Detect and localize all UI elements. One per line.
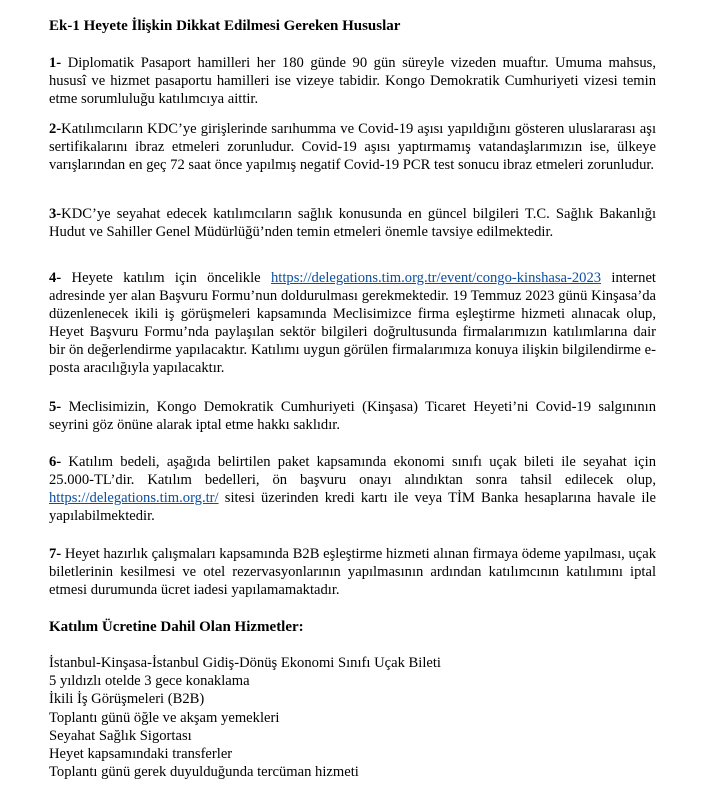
item-number: 3- [49,206,62,222]
item-4 [49,269,656,377]
list-item: Toplantı günü öğle ve akşam yemekleri [49,709,280,726]
item-text-before: Heyete katılım için öncelikle [61,270,271,286]
item-text: Heyet hazırlık çalışmaları kapsamında B2B eşleştirme hizmeti alınan firmaya ödeme yapılması, uçak biletlerinin kesilmesi ve otel rezervasyonlarının yapılmasının ardından katılımcının katılımını iptal etmesi durumunda ücret iadesi yapılamamaktadır. [49,546,656,598]
list-item: Seyahat Sağlık Sigortası [49,727,192,744]
item-text: KDC’ye seyahat edecek katılımcıların sağlık konusunda en güncel bilgileri T.C. Sağlık Bakanlığı Hudut ve Sahiller Genel Müdürlüğü’nden temin etmeleri önemle tavsiye edilmektedir. [49,206,656,240]
list-item: İstanbul-Kinşasa-İstanbul Gidiş-Dönüş Ekonomi Sınıfı Uçak Bileti [49,655,441,671]
services-list [49,654,441,781]
item-number: 2- [49,121,62,137]
item-text-after: sitesi üzerinden kredi kartı ile veya TİM Banka hesaplarına havale ile yapılabilmektedir. [49,490,656,524]
item-number: 5- [49,399,62,415]
item-1 [49,54,656,108]
list-item: İkili İş Görüşmeleri (B2B) [49,691,205,708]
item-5 [49,398,656,434]
item-text: Diplomatik Pasaport hamilleri her 180 günde 90 gün süreyle vizeden muaftır. Umuma mahsus, hususî ve hizmet pasaportu hamilleri ise vizeye tabidir. Kongo Demokratik Cumhuriyeti vizesi temin etme sorumluluğu katılımcıya aittir. [49,55,656,107]
item-number: 7- [49,546,62,562]
item-3 [49,205,656,241]
item-7 [49,545,656,599]
list-item: Toplantı günü gerek duyulduğunda tercüman hizmeti [49,764,359,781]
item-number: 6- [49,454,62,470]
services-title: Katılım Ücretine Dahil Olan Hizmetler: [49,619,304,635]
list-item: Heyet kapsamındaki transferler [49,746,233,763]
delegations-site-link[interactable]: https://delegations.tim.org.tr/ [49,490,219,506]
list-item: 5 yıldızlı otelde 3 gece konaklama [49,673,250,690]
item-number: 1- [49,55,62,71]
delegations-event-link[interactable]: https://delegations.tim.org.tr/event/congo-kinshasa-2023 [271,270,602,286]
item-6 [49,453,656,525]
item-text: Katılımcıların KDC’ye girişlerinde sarıhumma ve Covid-19 aşısı yapıldığını gösteren uluslararası aşı sertifikalarını ibraz etmeleri zorunludur. Covid-19 aşısı yaptırmamış vatandaşlarımızın ise, ülkeye varışlarından en geç 72 saat önce yapılmış negatif Covid-19 PCR test sonucu ibraz etmeleri zorunludur. [49,121,656,173]
item-text: Meclisimizin, Kongo Demokratik Cumhuriyeti (Kinşasa) Ticaret Heyeti’ni Covid-19 salgınının seyrini göz önüne alarak iptal etme hakkı saklıdır. [49,399,656,433]
item-text-before: Katılım bedeli, aşağıda belirtilen paket kapsamında ekonomi sınıfı uçak bileti ile seyahat için 25.000-TL’dir. Katılım bedelleri, ön başvuru onayı alındıktan sonra tahsil edilecek olup, [49,454,656,488]
item-text-after: internet adresinde yer alan Başvuru Formu’nun doldurulması gerekmektedir. 19 Temmuz 2023 günü Kinşasa’da düzenlenecek ikili iş görüşmeleri kapsamında Meclisimizce firma eşleştirme hizmeti alınacak olup, Heyet Başvuru Formu’nda paylaşılan sektör bilgileri doğrultusunda firmalarımızın katılımlarına dair bir ön değerlendirme yapılacaktır. Katılımı uygun görülen firmalarımıza konuya ilişkin bilgilendirme e-posta aracılığıyla yapılacaktır. [49,270,656,376]
item-number: 4- [49,270,62,286]
page-title: Ek-1 Heyete İlişkin Dikkat Edilmesi Gereken Hususlar [49,18,401,34]
item-2 [49,120,656,174]
